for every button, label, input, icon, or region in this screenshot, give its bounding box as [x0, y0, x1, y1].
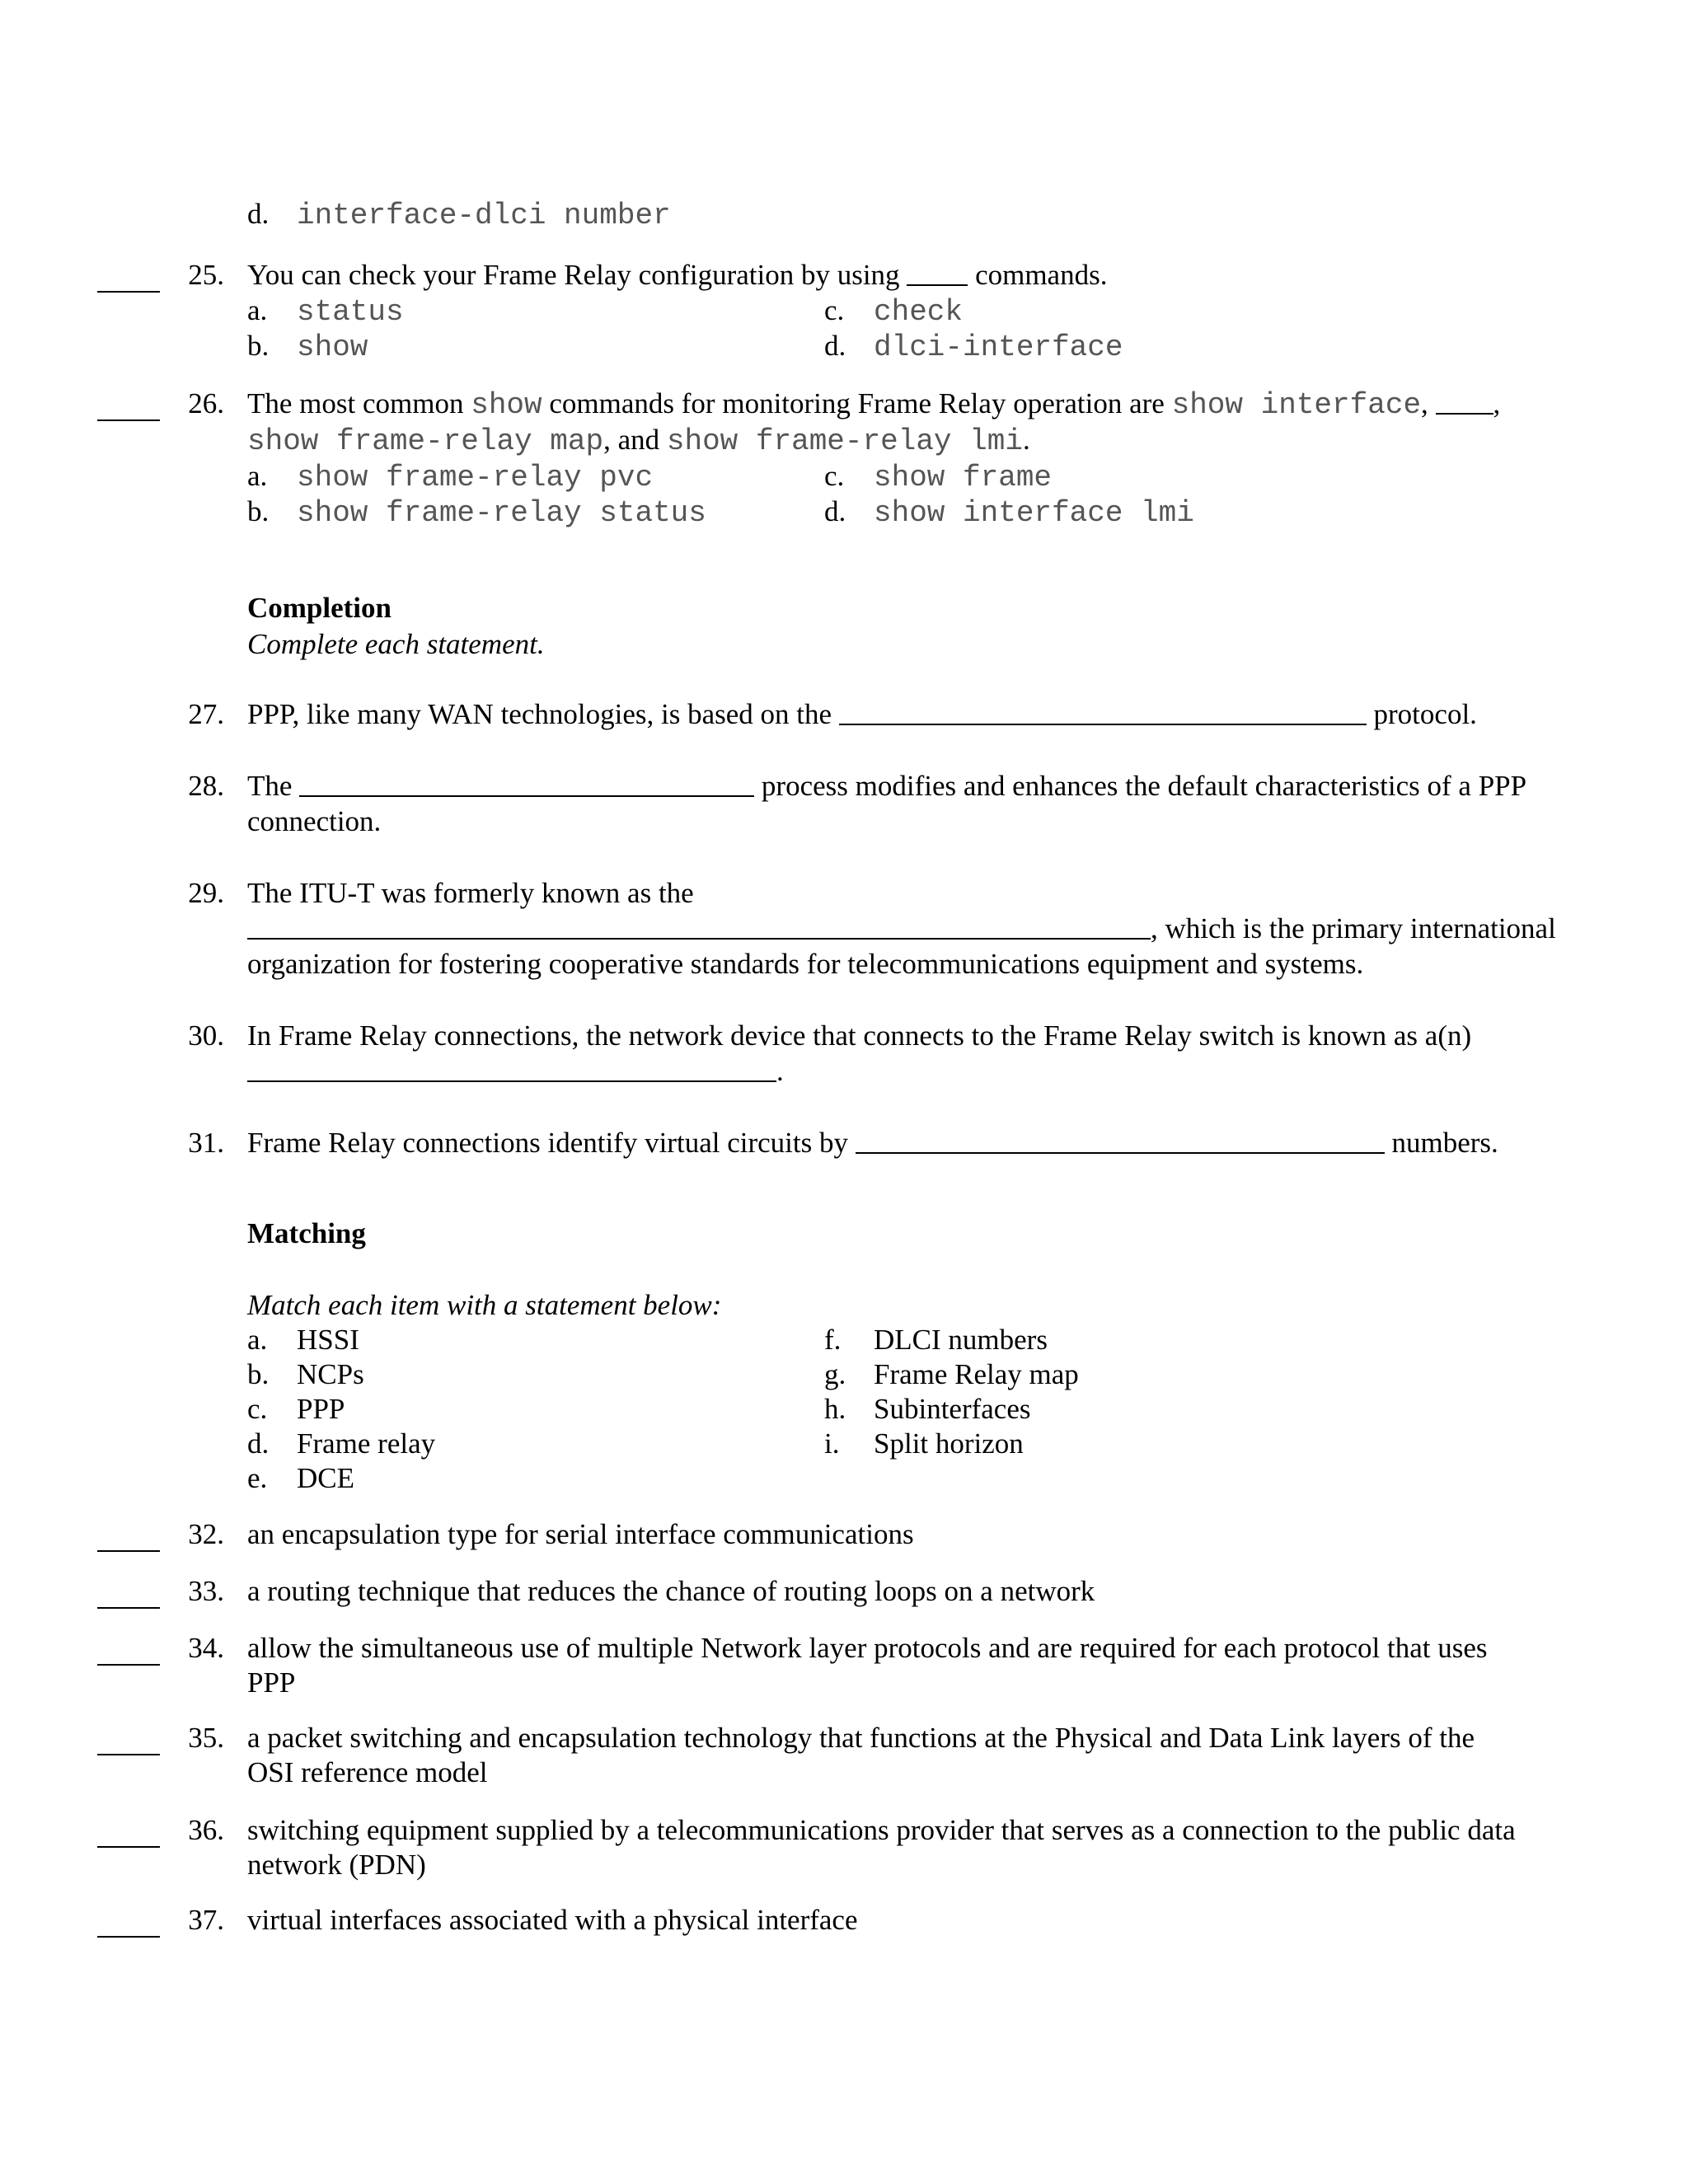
q27-text: PPP, like many WAN technologies, is based on the	[247, 698, 839, 730]
question-26-text-line2	[247, 422, 1030, 459]
q26-code: show interface	[1171, 388, 1422, 422]
option-letter: b.	[247, 330, 270, 362]
question-28-text-line2: connection.	[247, 805, 382, 837]
inline-blank	[907, 284, 968, 286]
question-30-text: In Frame Relay connections, the network device that connects to the Frame Relay switch is known as a(n)	[247, 1019, 1472, 1052]
option-letter: d.	[824, 495, 846, 527]
q31-text: Frame Relay connections identify virtual circuits by	[247, 1127, 856, 1159]
q26-text: .	[1022, 424, 1030, 456]
option-letter: a.	[247, 1324, 268, 1356]
question-36-text: switching equipment supplied by a telecommunications provider that serves as a connection to the public data	[247, 1814, 1516, 1846]
option-text: show frame-relay status	[297, 496, 706, 530]
option-letter: g.	[824, 1358, 846, 1390]
q26-option-a	[247, 458, 653, 495]
question-number: 26.	[188, 387, 224, 419]
option-text: Split horizon	[874, 1427, 1024, 1460]
q26-code: show	[471, 388, 542, 422]
option-text: status	[297, 295, 404, 329]
q26-text: The most common	[247, 387, 471, 419]
fill-blank[interactable]	[839, 724, 1367, 725]
option-letter: b.	[247, 1358, 270, 1390]
question-number: 33.	[188, 1575, 224, 1607]
fill-blank[interactable]	[299, 795, 754, 797]
answer-blank-26[interactable]	[97, 419, 160, 421]
answer-blank-37[interactable]	[97, 1936, 160, 1938]
question-number: 35.	[188, 1722, 224, 1754]
q26-text: commands for monitoring Frame Relay operation are	[542, 387, 1172, 419]
section-heading-completion: Completion	[247, 592, 392, 624]
question-36-text-line2: network (PDN)	[247, 1849, 426, 1881]
q29-text: , which is the primary international	[1151, 912, 1556, 944]
option-text: show frame-relay pvc	[297, 461, 654, 494]
match-option-b	[247, 1357, 364, 1392]
q26-option-c	[824, 458, 1052, 495]
option-letter: i.	[824, 1427, 840, 1460]
match-option-e	[247, 1460, 354, 1496]
option-letter: c.	[824, 460, 845, 492]
question-number: 34.	[188, 1632, 224, 1664]
option-letter: f.	[824, 1324, 842, 1356]
question-25-text	[247, 257, 1107, 293]
q26-option-b	[247, 494, 706, 531]
question-35-text-line2: OSI reference model	[247, 1756, 488, 1788]
match-option-a	[247, 1322, 359, 1357]
answer-blank-25[interactable]	[97, 291, 160, 293]
question-number: 30.	[188, 1019, 224, 1052]
q26-text: ,	[1421, 387, 1436, 419]
option-letter: a.	[247, 294, 268, 326]
q28-text: The	[247, 770, 300, 802]
option-text: Frame relay	[297, 1427, 436, 1460]
q30-text: .	[776, 1055, 784, 1087]
question-31-text	[247, 1125, 1498, 1160]
question-29-text: The ITU-T was formerly known as the	[247, 877, 694, 909]
answer-blank-33[interactable]	[97, 1607, 160, 1609]
q24-option-d	[247, 196, 671, 233]
match-option-f	[824, 1322, 1048, 1357]
match-option-c	[247, 1391, 345, 1427]
answer-blank-35[interactable]	[97, 1754, 160, 1755]
fill-blank[interactable]	[856, 1152, 1385, 1154]
answer-blank-36[interactable]	[97, 1846, 160, 1848]
q27-text: protocol.	[1366, 698, 1477, 730]
option-letter: b.	[247, 495, 270, 527]
match-option-i	[824, 1426, 1024, 1461]
option-text: check	[874, 295, 964, 329]
section-instruction: Match each item with a statement below:	[247, 1289, 722, 1321]
question-29-text-line2	[247, 911, 1556, 946]
question-34-text-line2: PPP	[247, 1666, 296, 1699]
option-text: dlci-interface	[874, 330, 1123, 364]
q26-code: show frame-relay lmi	[666, 424, 1023, 458]
question-number: 36.	[188, 1814, 224, 1846]
option-letter: c.	[247, 1393, 268, 1425]
question-number: 37.	[188, 1904, 224, 1936]
q25-option-a	[247, 293, 404, 330]
option-text: DCE	[297, 1462, 354, 1494]
q26-text: ,	[1493, 387, 1501, 419]
question-34-text: allow the simultaneous use of multiple Network layer protocols and are required for each protocol that uses	[247, 1632, 1488, 1664]
option-letter: e.	[247, 1462, 268, 1494]
question-30-text-line2	[247, 1053, 784, 1089]
option-text: HSSI	[297, 1324, 359, 1356]
section-instruction: Complete each statement.	[247, 628, 545, 660]
q26-text: , and	[603, 424, 667, 456]
q26-code: show frame-relay map	[247, 424, 604, 458]
option-letter: d.	[247, 1427, 270, 1460]
question-29-text-line3: organization for fostering cooperative standards for telecommunications equipment and systems.	[247, 948, 1364, 980]
option-text: DLCI numbers	[874, 1324, 1048, 1356]
match-option-g	[824, 1357, 1079, 1392]
option-text: NCPs	[297, 1358, 364, 1390]
option-letter: d.	[824, 330, 846, 362]
question-number: 28.	[188, 770, 224, 802]
answer-blank-34[interactable]	[97, 1664, 160, 1666]
option-letter: h.	[824, 1393, 846, 1425]
match-option-h	[824, 1391, 1030, 1427]
question-32-text: an encapsulation type for serial interface communications	[247, 1518, 914, 1550]
q26-option-d	[824, 494, 1194, 531]
answer-blank-32[interactable]	[97, 1550, 160, 1552]
option-letter: d.	[247, 198, 270, 230]
inline-blank	[1436, 413, 1493, 415]
question-33-text: a routing technique that reduces the chance of routing loops on a network	[247, 1575, 1095, 1607]
q25-option-c	[824, 293, 963, 330]
option-text: show frame	[874, 461, 1053, 494]
section-heading-matching: Matching	[247, 1217, 366, 1249]
match-option-d	[247, 1426, 435, 1461]
question-number: 25.	[188, 259, 224, 291]
question-number: 31.	[188, 1127, 224, 1159]
q28-text: process modifies and enhances the default characteristics of a PPP	[754, 770, 1527, 802]
option-text: show	[297, 330, 368, 364]
q31-text: numbers.	[1384, 1127, 1498, 1159]
q25-text-before: You can check your Frame Relay configuration by using	[247, 259, 907, 291]
option-letter: a.	[247, 460, 268, 492]
option-letter: c.	[824, 294, 845, 326]
fill-blank[interactable]	[247, 1080, 776, 1082]
question-number: 32.	[188, 1518, 224, 1550]
question-27-text	[247, 696, 1477, 732]
q25-option-d	[824, 328, 1123, 365]
fill-blank[interactable]	[247, 938, 1151, 940]
question-35-text: a packet switching and encapsulation technology that functions at the Physical and Data Link layers of the	[247, 1722, 1475, 1754]
question-26-text-line1	[247, 386, 1500, 423]
q25-option-b	[247, 328, 368, 365]
option-text: PPP	[297, 1393, 345, 1425]
option-text: Frame Relay map	[874, 1358, 1079, 1390]
question-37-text: virtual interfaces associated with a physical interface	[247, 1904, 858, 1936]
option-text: interface-dlci number	[297, 199, 671, 232]
q25-text-after: commands.	[968, 259, 1108, 291]
option-text: Subinterfaces	[874, 1393, 1031, 1425]
question-28-text	[247, 768, 1526, 804]
question-number: 29.	[188, 877, 224, 909]
question-number: 27.	[188, 698, 224, 730]
option-text: show interface lmi	[874, 496, 1194, 530]
